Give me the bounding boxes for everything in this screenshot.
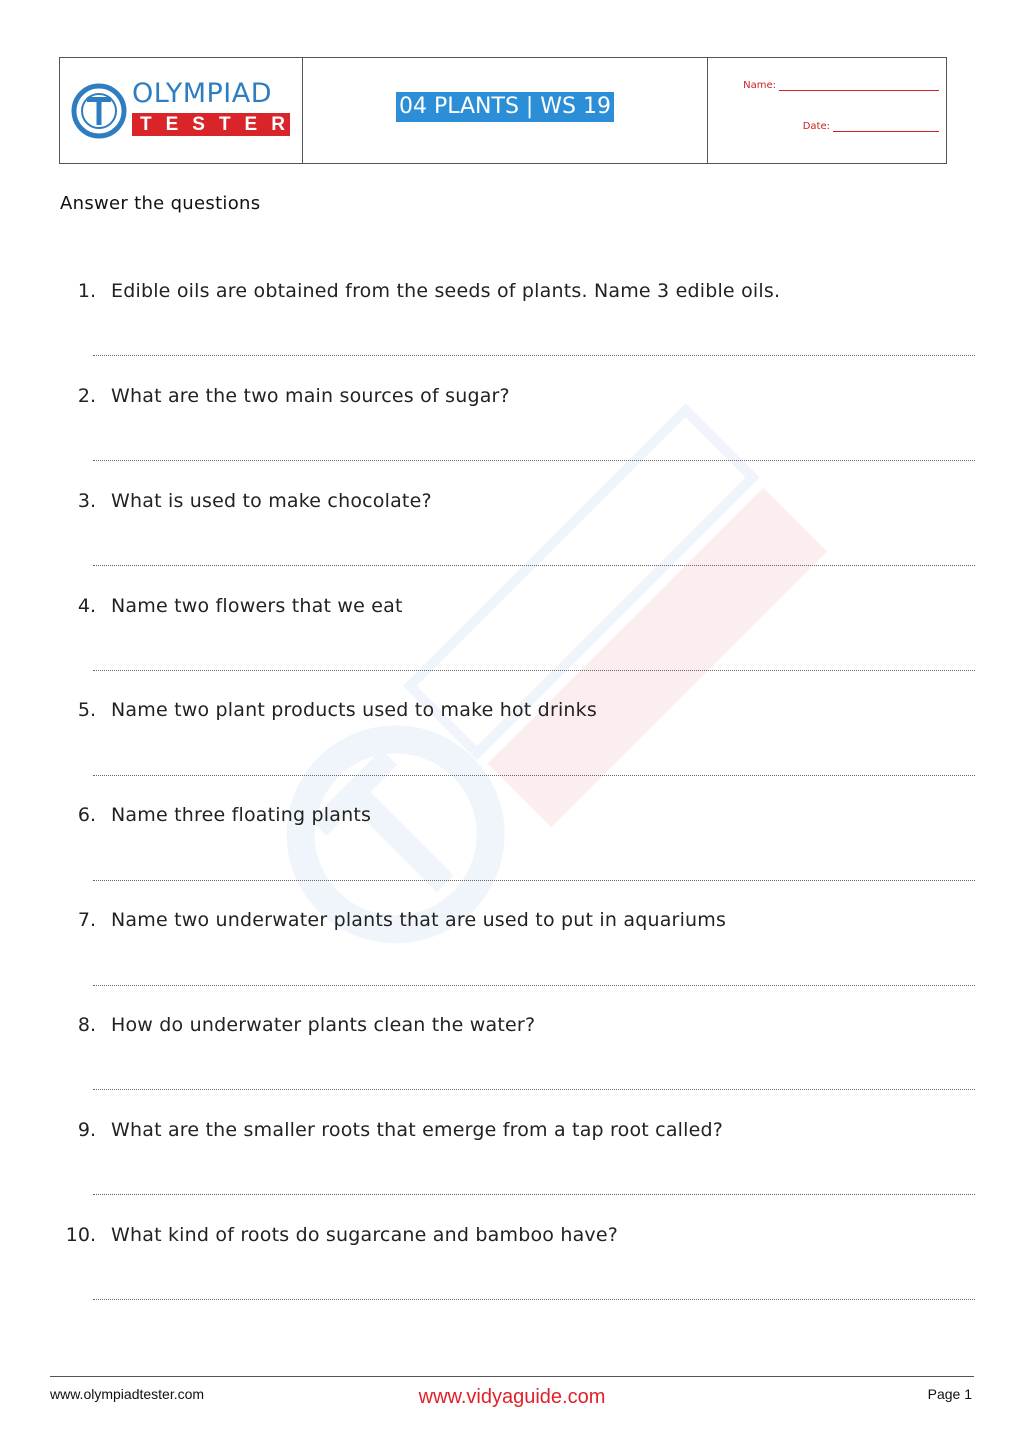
question-number: 4.	[77, 595, 96, 617]
answer-line[interactable]	[93, 775, 975, 776]
question-number: 2.	[77, 385, 96, 407]
instructions-heading: Answer the questions	[60, 193, 261, 214]
question-item	[0, 1119, 1024, 1149]
answer-line[interactable]	[93, 670, 975, 671]
question-text: Name two underwater plants that are used to put in aquariums	[111, 909, 727, 931]
question-number: 5.	[77, 699, 96, 721]
question-text: Name two flowers that we eat	[111, 595, 403, 617]
question-number: 8.	[77, 1014, 96, 1036]
footer-divider	[50, 1376, 974, 1377]
date-label: Date:	[802, 121, 830, 132]
name-field[interactable]	[743, 80, 939, 91]
question-item	[0, 595, 1024, 625]
question-item	[0, 804, 1024, 834]
question-number: 9.	[77, 1119, 96, 1141]
question-number: 6.	[77, 804, 96, 826]
question-text: How do underwater plants clean the water?	[111, 1014, 536, 1036]
date-blank[interactable]	[833, 121, 939, 132]
question-item	[0, 280, 1024, 310]
question-text: What kind of roots do sugarcane and bamboo have?	[111, 1224, 619, 1246]
question-item	[0, 385, 1024, 415]
logo-cell	[60, 58, 303, 163]
logo-text-tester: TESTER	[132, 113, 290, 136]
answer-line[interactable]	[93, 880, 975, 881]
question-item	[0, 909, 1024, 939]
page-number: Page 1	[927, 1386, 972, 1402]
worksheet-header	[59, 57, 947, 164]
answer-line[interactable]	[93, 1299, 975, 1300]
question-item	[0, 1014, 1024, 1044]
name-blank[interactable]	[779, 80, 939, 91]
question-number: 10.	[65, 1224, 96, 1246]
question-number: 7.	[77, 909, 96, 931]
logo-text-olympiad: OLYMPIAD	[132, 78, 273, 109]
answer-line[interactable]	[93, 355, 975, 356]
answer-line[interactable]	[93, 460, 975, 461]
question-number: 3.	[77, 490, 96, 512]
footer-vidyaguide-link[interactable]: www.vidyaguide.com	[418, 1386, 606, 1408]
answer-line[interactable]	[93, 565, 975, 566]
question-text: Name three floating plants	[111, 804, 372, 826]
question-item	[0, 699, 1024, 729]
question-number: 1.	[77, 280, 96, 302]
answer-line[interactable]	[93, 985, 975, 986]
question-text: What are the two main sources of sugar?	[111, 385, 510, 407]
question-text: What is used to make chocolate?	[111, 490, 432, 512]
worksheet-title: 04 PLANTS | WS 19	[396, 92, 614, 122]
question-item	[0, 490, 1024, 520]
footer-site-link[interactable]: www.olympiadtester.com	[50, 1386, 205, 1402]
name-label: Name:	[743, 80, 776, 91]
answer-line[interactable]	[93, 1194, 975, 1195]
question-text: Edible oils are obtained from the seeds of plants. Name 3 edible oils.	[111, 280, 781, 302]
question-text: What are the smaller roots that emerge from a tap root called?	[111, 1119, 724, 1141]
meta-cell	[708, 58, 946, 163]
date-field[interactable]	[803, 121, 939, 132]
olympiad-tester-logo-icon	[70, 82, 128, 140]
answer-line[interactable]	[93, 1089, 975, 1090]
title-cell	[303, 58, 708, 163]
question-item	[0, 1224, 1024, 1254]
question-text: Name two plant products used to make hot drinks	[111, 699, 597, 721]
